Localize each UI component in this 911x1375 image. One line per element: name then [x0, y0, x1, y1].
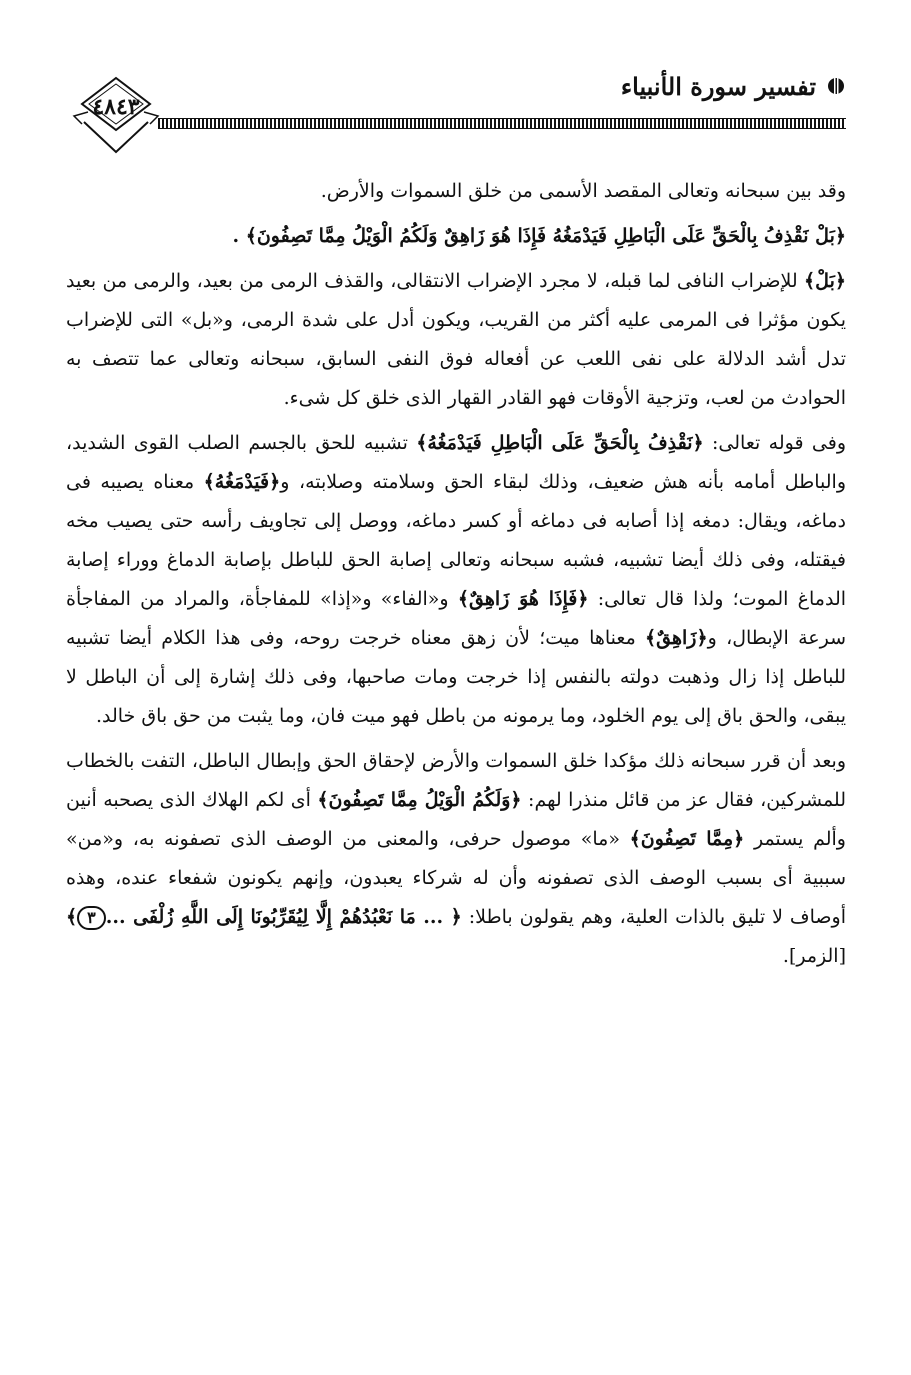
- verse-number-badge: ٣: [77, 906, 106, 930]
- body-text: و«الفاء» و«إذا» للمفاجأة، والمراد من المفاجأة سرعة الإبطال، و: [66, 588, 846, 649]
- running-title: تفسير سورة الأنبياء: [620, 72, 816, 101]
- quran-quote: ﴿وَلَكُمُ الْوَيْلُ مِمَّا تَصِفُونَ﴾: [317, 789, 522, 811]
- body-text: للإضراب النافى لما قبله، لا مجرد الإضراب الانتقالى، والقذف الرمى من بعيد، والرمى من بعيد يكون مؤثرا فى المرمى عليه أكثر من القريب، ويكون أدل على شدة الرمى، و«بل» التى للإضراب تدل أشد الدلالة على نفى اللعب عن أفعاله فوق النفى السابق، سبحانه وتعالى عما تتصف به الحوادث من لعب، وتزجية الأوقات فهو القادر القهار الذى خلق كل شىء.: [66, 270, 846, 409]
- page-number: ٤٨٤٣: [92, 94, 140, 120]
- body-text: أى لكم الهلاك الذى يصحبه أنين وألم يستمر: [66, 789, 846, 850]
- header-rule: [158, 118, 846, 129]
- quran-quote: ﴿فَيَدْمَغُهُ﴾: [203, 471, 281, 493]
- quran-quote: ﴿ ... مَا نَعْبُدُهُمْ إِلَّا لِيُقَرِّبُونَا إِلَى اللَّهِ زُلْفَى ...: [105, 906, 462, 928]
- quran-quote: ﴾: [66, 906, 78, 928]
- ornament-icon: [826, 76, 846, 96]
- paragraph: [66, 172, 846, 211]
- body-text: وقد بين سبحانه وتعالى المقصد الأسمى من خلق السموات والأرض.: [320, 180, 846, 202]
- body-text: وفى قوله تعالى:: [703, 432, 846, 454]
- body-text: تشبيه للحق بالجسم الصلب القوى الشديد، والباطل أمامه بأنه هش ضعيف، وذلك لبقاء الحق وسلامته وصلابته، و: [66, 432, 846, 493]
- quran-quote: ﴿مِمَّا تَصِفُونَ﴾: [629, 828, 745, 850]
- paragraph: [66, 742, 846, 976]
- paragraph: [66, 217, 846, 256]
- page-header: [66, 62, 846, 162]
- page-body: [66, 172, 846, 982]
- body-text: معناه يصيبه فى دماغه، ويقال: دمغه إذا أصابه فى دماغه أو كسر دماغه، ووصل إلى تجاويف رأسه حتى يصيب مخه فيقتله، وفى ذلك أيضا تشبيه، فشبه سبحانه وتعالى إصابة الحق للباطل بإصابة الدماغ ووراء إصابة الدماغ الموت؛ ولذا قال تعالى:: [66, 471, 847, 610]
- body-text: معناها ميت؛ لأن زهق معناه خرجت روحه، وفى هذا الكلام أيضا تشبيه للباطل إذا زال وذهبت دولته بالنفس إذا خرجت ومات صاحبها، وفى ذلك إشارة إلى أن الباطل لا يبقى، والحق باق إلى يوم الخلود، وما يرمونه من باطل فهو ميت فان، وما يثبت من حق باق خالد.: [66, 627, 846, 727]
- quran-quote: ﴿بَلْ نَقْذِفُ بِالْحَقِّ عَلَى الْبَاطِلِ فَيَدْمَغُهُ فَإِذَا هُوَ زَاهِقٌ وَلَكُمُ الْوَيْلُ مِمَّا تَصِفُونَ﴾ .: [232, 225, 846, 247]
- body-text: [الزمر].: [782, 945, 846, 967]
- quran-quote: ﴿نَقْذِفُ بِالْحَقِّ عَلَى الْبَاطِلِ فَيَدْمَغُهُ﴾: [416, 432, 704, 454]
- paragraph: [66, 262, 846, 418]
- quran-quote: ﴿زَاهِقٌ﴾: [645, 627, 708, 649]
- paragraph: [66, 424, 846, 736]
- quran-quote: ﴿بَلْ﴾: [804, 270, 846, 292]
- body-text: «ما» موصول حرفى، والمعنى من الوصف الذى تصفونه به، و«من» سببية أى بسبب الوصف الذى تصفونه وأن له شركاء يعبدون، وإنهم يكونون شفعاء عنده، وهذه أوصاف لا تليق بالذات العلية، وهم يقولون باطلا:: [66, 828, 847, 928]
- body-text: وبعد أن قرر سبحانه ذلك مؤكدا خلق السموات والأرض لإحقاق الحق وإبطال الباطل، التفت بالخطاب للمشركين، فقال عز من قائل منذرا لهم:: [66, 750, 847, 811]
- quran-quote: ﴿فَإِذَا هُوَ زَاهِقٌ﴾: [457, 588, 589, 610]
